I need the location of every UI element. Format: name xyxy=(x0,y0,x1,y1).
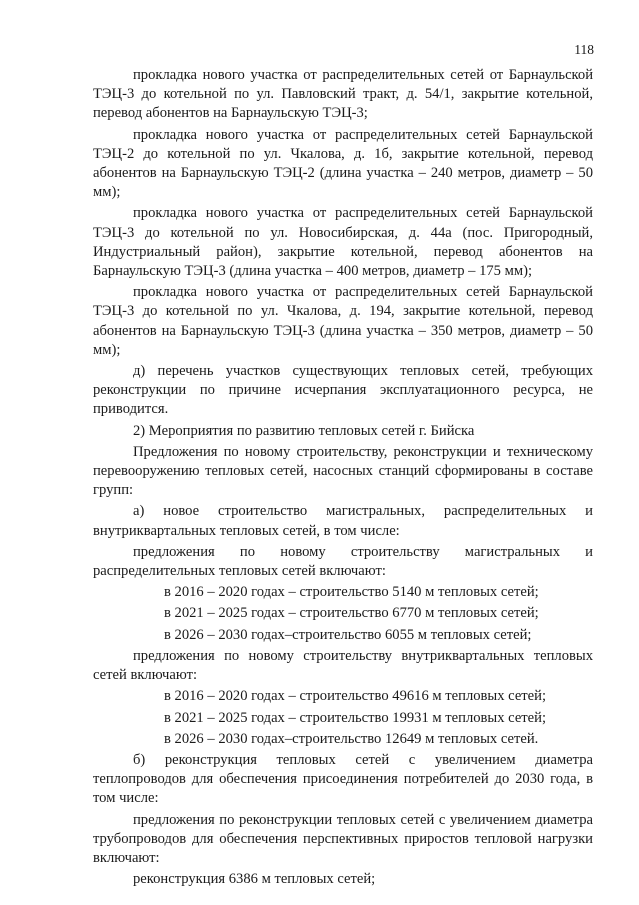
list-item-intra-2021: в 2021 – 2025 годах – строительство 19931 м тепловых сетей; xyxy=(164,709,547,726)
paragraph-item-d: д) перечень участков существующих тепловых сетей, требующих реконструкции по причине исчерпания эксплуатационного ресурса, не приводится. xyxy=(93,363,593,418)
paragraph-main-networks: предложения по новому строительству магистральных и распределительных тепловых сетей включают: xyxy=(93,543,593,580)
paragraph-proposals-intro: Предложения по новому строительству, реконструкции и техническому перевооружению тепловых сетей, насосных станций сформированы в составе групп: xyxy=(93,443,593,499)
paragraph-item-b: б) реконструкция тепловых сетей с увеличением диаметра теплопроводов для обеспечения присоединения потребителей до 2030 года, в том числе: xyxy=(93,751,593,807)
paragraph-item-a: а) новое строительство магистральных, распределительных и внутриквартальных тепловых сетей, в том числе: xyxy=(93,503,593,539)
paragraph-pavlovsky-trakt: прокладка нового участка от распределительных сетей от Барнаульской ТЭЦ-3 до котельной по ул. Павловский тракт, д. 54/1, закрытие котельной, перевод абонентов на Барнаульскую ТЭЦ-3; xyxy=(93,67,593,122)
paragraph-chkalova-1b: прокладка нового участка от распределительных сетей Барнаульской ТЭЦ-2 до котельной по ул. Чкалова, д. 1б, закрытие котельной, перевод абонентов на Барнаульскую ТЭЦ-2 (длина участка – 240 метров, диаметр – 50 мм); xyxy=(93,126,593,201)
paragraph-novosibirskaya-44a: прокладка нового участка от распределительных сетей Барнаульской ТЭЦ-3 до котельной по ул. Новосибирская, д. 44а (пос. Пригородный, Индустриальный район), закрытие котельной, перевод абонентов на Барнаульскую ТЭЦ-3 (длина участка – 400 метров, диаметр – 175 мм); xyxy=(93,205,593,280)
paragraph-reconstruction-length: реконструкция 6386 м тепловых сетей; xyxy=(133,871,376,888)
paragraph-intra-block-networks: предложения по новому строительству внутриквартальных тепловых сетей включают: xyxy=(93,647,593,684)
list-item-main-2021: в 2021 – 2025 годах – строительство 6770 м тепловых сетей; xyxy=(164,605,539,622)
list-item-intra-2026: в 2026 – 2030 годах–строительство 12649 м тепловых сетей. xyxy=(164,730,539,747)
page-number: 118 xyxy=(574,42,594,57)
section-heading-biysk: 2) Мероприятия по развитию тепловых сетей г. Бийска xyxy=(133,422,475,439)
list-item-main-2026: в 2026 – 2030 годах–строительство 6055 м тепловых сетей; xyxy=(164,626,532,643)
document-body xyxy=(93,66,593,889)
list-item-intra-2016: в 2016 – 2020 годах – строительство 49616 м тепловых сетей; xyxy=(164,688,547,705)
paragraph-reconstruction-proposals: предложения по реконструкции тепловых сетей с увеличением диаметра трубопроводов для обеспечения перспективных приростов тепловой нагрузки включают: xyxy=(93,811,593,866)
list-item-main-2016: в 2016 – 2020 годах – строительство 5140 м тепловых сетей; xyxy=(164,584,539,601)
paragraph-chkalova-194: прокладка нового участка от распределительных сетей Барнаульской ТЭЦ-3 до котельной по ул. Чкалова, д. 194, закрытие котельной, перевод абонентов на Барнаульскую ТЭЦ-3 (длина участка – 350 метров, диаметр – 50 мм); xyxy=(93,284,593,358)
